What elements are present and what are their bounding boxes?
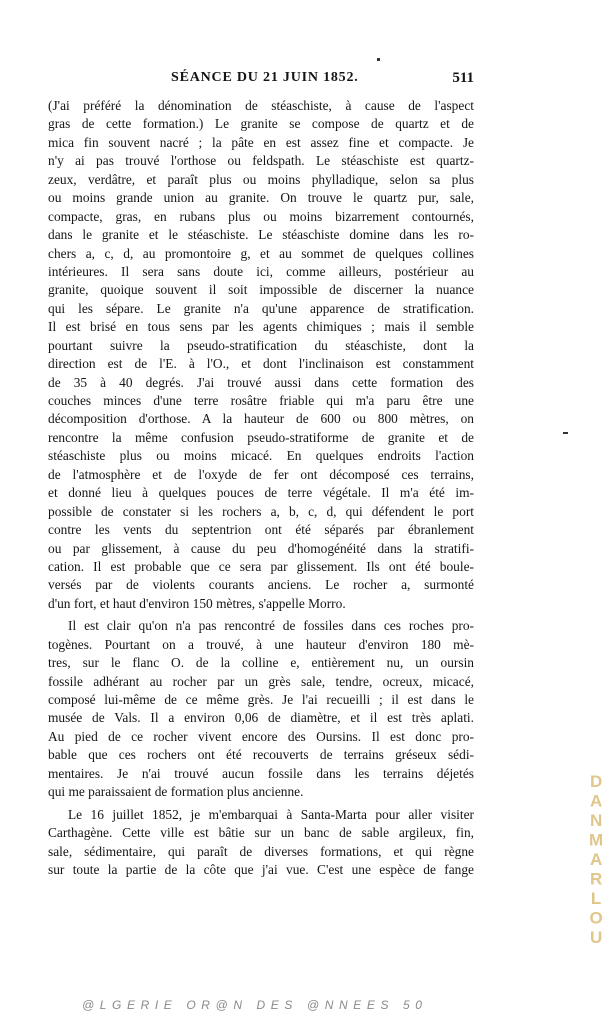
- text-line: Il est brisé en tous sens par les agents chimiques ; mais il semble: [48, 319, 474, 335]
- text-line: rencontre la même confusion pseudo-stratiforme de granite et de: [48, 429, 474, 445]
- running-header: [48, 70, 474, 90]
- text-line: compacte, gras, en rubans plus ou moins bizarrement contournés,: [48, 208, 474, 224]
- text-line: possible de constater si les rochers a, b, c, d, qui défendent le port: [48, 503, 474, 519]
- scan-speck-margin: [563, 432, 568, 434]
- text-line: musée de Vals. Il a environ 0,06 de diamètre, et il est très aplati.: [48, 710, 474, 726]
- watermark-text: DANMARLOU: [586, 772, 606, 948]
- text-line: contre les vents du septentrion ont été séparés par ébranlement: [48, 522, 474, 538]
- text-line: togènes. Pourtant on a trouvé, à une hauteur d'environ 180 mè-: [48, 636, 474, 652]
- text-line: direction est de l'E. à l'O., et dont l'inclinaison est constamment: [48, 356, 474, 372]
- text-line: bable que ces rochers ont été recouverts de terrains gréseux sédi-: [48, 747, 474, 763]
- text-line: décomposition d'orthose. A la hauteur de 600 ou 800 mètres, on: [48, 411, 474, 427]
- text-line: mentaires. Je n'ai trouvé aucun fossile dans les terrains déjetés: [48, 765, 474, 781]
- text-line: qui me paraissaient de formation plus ancienne.: [48, 784, 304, 800]
- text-line: (J'ai préféré la dénomination de stéaschiste, à cause de l'aspect: [48, 98, 474, 113]
- page-number: 511: [452, 70, 474, 86]
- text-line: mica fin souvent nacré ; la pâte en est assez fine et compacte. Je: [48, 134, 474, 150]
- scan-speck-top: [377, 58, 380, 61]
- text-line: de l'atmosphère et de l'oxyde de fer ont décomposé ces terrains,: [48, 466, 474, 482]
- text-line: Il est clair qu'on n'a pas rencontré de fossiles dans ces roches pro-: [68, 618, 474, 634]
- text-line: sale, sédimentaire, qui paraît de diverses formations, et qui règne: [48, 843, 474, 859]
- text-line: stéaschiste plus ou moins micacé. En quelques endroits l'action: [48, 448, 474, 464]
- side-watermark: [582, 772, 610, 948]
- text-line: chers a, c, d, au promontoire g, et au sommet de quelques collines: [48, 245, 474, 261]
- text-line: de 35 à 40 degrés. J'ai trouvé aussi dans cette formation des: [48, 374, 474, 390]
- text-line: et donné lieu à quelques pouces de terre végétale. Il m'a été im-: [48, 485, 474, 501]
- text-line: tres, sur le flanc O. de la colline e, entièrement nu, un oursin: [48, 655, 474, 671]
- text-line: gras de cette formation.) Le granite se compose de quartz et de: [48, 116, 474, 132]
- page-header-title: SÉANCE DU 21 JUIN 1852.: [171, 70, 359, 85]
- body-text: [48, 97, 474, 879]
- text-line: granite, quoique souvent il soit impossible de discerner la nuance: [48, 282, 474, 298]
- text-line: qui les sépare. Le granite n'a qu'une apparence de stratification.: [48, 300, 474, 316]
- text-line: pourtant suivre la pseudo-stratification du stéaschiste, dont la: [48, 337, 474, 353]
- text-line: d'un fort, et haut d'environ 150 mètres, s'appelle Morro.: [48, 595, 346, 611]
- text-line: fossile adhérant au rocher par un grès sale, tendre, ocreux, micacé,: [48, 673, 474, 689]
- text-line: ou moins grande union au granite. On trouve le quartz pur, sale,: [48, 190, 474, 206]
- text-line: Au pied de ce rocher vivent encore des Oursins. Il est donc pro-: [48, 728, 474, 744]
- text-line: sur toute la partie de la côte que j'ai vue. C'est une espèce de fange: [48, 861, 474, 877]
- text-line: Carthagène. Cette ville est bâtie sur un banc de sable argileux, fin,: [48, 825, 474, 841]
- text-line: versés par de violents courants anciens. Le rocher a, surmonté: [48, 577, 474, 593]
- text-line: couches minces d'une terre rosâtre friable qui m'a paru être une: [48, 393, 474, 408]
- text-line: n'y ai pas trouvé l'orthose ou feldspath. Le stéaschiste est quartz-: [48, 153, 474, 169]
- text-line: ou par glissement, à cause du peu d'homogénéité dans la stratifi-: [48, 540, 474, 556]
- footer-watermark: @LGERIE OR@N DES @NNEES 50: [82, 998, 428, 1012]
- text-line: composé lui-même de ce même grès. Je l'ai recueilli ; il est dans le: [48, 692, 474, 707]
- text-line: intérieures. Il sera sans doute ici, comme ailleurs, postérieur au: [48, 263, 474, 279]
- text-line: dans le granite et le stéaschiste. Le stéaschiste domine dans les ro-: [48, 227, 474, 243]
- text-line: cation. Il est probable que ce sera par glissement. Ils ont été boule-: [48, 558, 474, 574]
- text-line: Le 16 juillet 1852, je m'embarquai à Santa-Marta pour aller visiter: [68, 806, 474, 822]
- text-line: zeux, verdâtre, et paraît plus ou moins phylladique, selon sa plus: [48, 171, 474, 187]
